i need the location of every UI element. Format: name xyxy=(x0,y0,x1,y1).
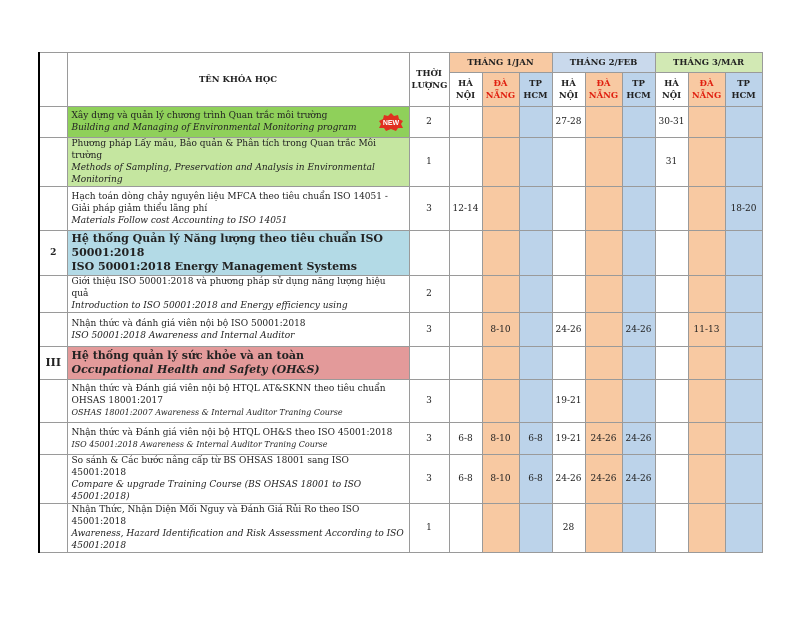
date-cell xyxy=(655,455,688,504)
table-row xyxy=(39,380,762,423)
date-cell: 24-26 xyxy=(585,455,622,504)
date-cell xyxy=(725,504,762,553)
table-row xyxy=(39,138,762,187)
section-title-vi: Hệ thống Quản lý Năng lượng theo tiêu chuẩn ISO 50001:2018 xyxy=(71,232,383,259)
course-name-vi: Nhận Thức, Nhận Diện Mối Nguy và Đánh Giá Rủi Ro theo ISO 45001:2018 xyxy=(71,505,360,527)
date-cell xyxy=(688,187,725,231)
course-name-vi: Hạch toán dòng chảy nguyên liệu MFCA theo tiêu chuẩn ISO 14051 - Giải pháp giảm thiểu lãng phí xyxy=(71,191,388,214)
date-cell xyxy=(519,138,552,187)
date-cell xyxy=(688,380,725,423)
course-cell xyxy=(67,504,409,553)
date-cell: 6-8 xyxy=(519,455,552,504)
section-title xyxy=(67,231,409,276)
city-hcm-header: TP HCM xyxy=(519,73,552,107)
course-cell xyxy=(67,276,409,313)
date-cell xyxy=(482,187,519,231)
date-cell xyxy=(622,380,655,423)
course-name-vi: Nhận thức và Đánh giá viên nội bộ HTQL AT&SKNN theo tiêu chuẩn OHSAS 18001:2017 xyxy=(71,384,386,406)
course-name-vi: Nhận thức và đánh giá viên nội bộ ISO 50001:2018 xyxy=(71,318,306,329)
date-cell: 6-8 xyxy=(449,455,482,504)
date-cell xyxy=(655,380,688,423)
date-cell: 6-8 xyxy=(449,423,482,455)
duration-cell: 1 xyxy=(409,138,449,187)
month-jan-header: THÁNG 1/JAN xyxy=(449,53,552,73)
table-row xyxy=(39,504,762,553)
table-row xyxy=(39,455,762,504)
date-cell xyxy=(622,107,655,138)
date-cell: 24-26 xyxy=(622,455,655,504)
date-cell xyxy=(622,504,655,553)
date-cell xyxy=(655,276,688,313)
date-cell xyxy=(449,313,482,347)
date-cell: 12-14 xyxy=(449,187,482,231)
course-name-vi: So sánh & Các bước nâng cấp từ BS OHSAS 18001 sang ISO 45001:2018 xyxy=(71,456,349,478)
course-name-vi: Nhận thức và Đánh giá viên nội bộ HTQL OH&S theo ISO 45001:2018 xyxy=(71,427,393,438)
duration-cell: 3 xyxy=(409,455,449,504)
date-cell xyxy=(622,187,655,231)
course-name-en: Building and Managing of Environmental Monitoring program xyxy=(71,123,357,133)
course-cell xyxy=(67,455,409,504)
date-cell: 19-21 xyxy=(552,380,585,423)
date-cell: 24-26 xyxy=(622,423,655,455)
svg-text:NEW: NEW xyxy=(382,120,399,127)
table-row xyxy=(39,313,762,347)
date-cell xyxy=(449,107,482,138)
section-row xyxy=(39,231,762,276)
course-name-en: Methods of Sampling, Preservation and Analysis in Environmental Monitoring xyxy=(71,163,375,185)
date-cell xyxy=(655,187,688,231)
city-danang-header: ĐÀ NẴNG xyxy=(482,73,519,107)
course-name-en: ISO 50001:2018 Awareness and Internal Auditor xyxy=(71,330,295,341)
date-cell xyxy=(552,276,585,313)
date-cell: 8-10 xyxy=(482,313,519,347)
course-cell: Nhận thức và Đánh giá viên nội bộ HTQL OH&S theo ISO 45001:2018 ISO 45001:2018 Awareness & Internal Auditor Traning Course NEW xyxy=(67,423,409,455)
date-cell xyxy=(519,276,552,313)
duration-cell: 2 xyxy=(409,107,449,138)
date-cell: 8-10 xyxy=(482,423,519,455)
duration-cell: 3 xyxy=(409,187,449,231)
date-cell xyxy=(449,138,482,187)
month-mar-header: THÁNG 3/MAR xyxy=(655,53,762,73)
date-cell xyxy=(585,138,622,187)
city-hanoi-header: HÀ NỘI xyxy=(552,73,585,107)
date-cell xyxy=(585,276,622,313)
date-cell xyxy=(585,380,622,423)
course-cell xyxy=(67,313,409,347)
date-cell xyxy=(655,423,688,455)
duration-cell: 3 xyxy=(409,423,449,455)
date-cell xyxy=(482,276,519,313)
date-cell: 24-26 xyxy=(585,423,622,455)
date-cell xyxy=(688,138,725,187)
course-name-en: Compare & upgrade Training Course (BS OHSAS 18001 to ISO 45001:2018) xyxy=(71,480,362,502)
date-cell xyxy=(585,187,622,231)
date-cell xyxy=(552,187,585,231)
date-cell xyxy=(449,276,482,313)
date-cell xyxy=(725,107,762,138)
date-cell xyxy=(482,504,519,553)
date-cell xyxy=(585,504,622,553)
city-hcm-header: TP HCM xyxy=(622,73,655,107)
date-cell xyxy=(688,276,725,313)
duration-header: THỜI LƯỢNG xyxy=(409,53,449,107)
date-cell xyxy=(655,504,688,553)
date-cell: 27-28 xyxy=(552,107,585,138)
date-cell: 11-13 xyxy=(688,313,725,347)
date-cell: 18-20 xyxy=(725,187,762,231)
date-cell xyxy=(725,276,762,313)
date-cell xyxy=(655,313,688,347)
date-cell xyxy=(725,313,762,347)
date-cell xyxy=(449,380,482,423)
date-cell: 24-26 xyxy=(622,313,655,347)
section-row xyxy=(39,347,762,380)
course-cell xyxy=(67,107,409,138)
course-name-vi: Phương pháp Lấy mẫu, Bảo quản & Phân tích trong Quan trắc Môi trường xyxy=(71,139,376,161)
date-cell xyxy=(519,380,552,423)
date-cell xyxy=(519,313,552,347)
section-number: III xyxy=(39,347,67,380)
date-cell xyxy=(622,138,655,187)
duration-cell: 2 xyxy=(409,276,449,313)
date-cell xyxy=(688,423,725,455)
date-cell xyxy=(482,380,519,423)
date-cell: 30-31 xyxy=(655,107,688,138)
city-danang-header: ĐÀ NẴNG xyxy=(688,73,725,107)
city-danang-header: ĐÀ NẴNG xyxy=(585,73,622,107)
date-cell xyxy=(585,313,622,347)
course-cell xyxy=(67,187,409,231)
date-cell xyxy=(622,276,655,313)
course-name-en: Materials Follow cost Accounting to ISO 14051 xyxy=(71,215,288,226)
date-cell xyxy=(725,138,762,187)
date-cell xyxy=(482,138,519,187)
city-hcm-header: TP HCM xyxy=(725,73,762,107)
date-cell: 8-10 xyxy=(482,455,519,504)
course-name-en: Introduction to ISO 50001:2018 and Energy efficiency using xyxy=(71,301,348,311)
date-cell xyxy=(725,455,762,504)
city-hanoi-header: HÀ NỘI xyxy=(655,73,688,107)
date-cell: 19-21 xyxy=(552,423,585,455)
date-cell xyxy=(519,504,552,553)
date-cell: 31 xyxy=(655,138,688,187)
training-schedule-table xyxy=(38,52,763,553)
table-row xyxy=(39,423,762,455)
date-cell: 6-8 xyxy=(519,423,552,455)
new-badge-icon xyxy=(377,112,405,132)
course-cell xyxy=(67,138,409,187)
index-header xyxy=(39,53,67,107)
date-cell xyxy=(519,187,552,231)
duration-cell: 1 xyxy=(409,504,449,553)
date-cell: 28 xyxy=(552,504,585,553)
date-cell xyxy=(688,107,725,138)
section-title-vi: Hệ thống quản lý sức khỏe và an toàn xyxy=(71,349,305,362)
month-feb-header: THÁNG 2/FEB xyxy=(552,53,655,73)
date-cell: 24-26 xyxy=(552,455,585,504)
section-title xyxy=(67,347,409,380)
date-cell xyxy=(519,107,552,138)
table-row xyxy=(39,187,762,231)
section-number: 2 xyxy=(39,231,67,276)
table-row xyxy=(39,276,762,313)
course-name-en: Awareness, Hazard Identification and Risk Assessment According to ISO 45001:2018 xyxy=(71,529,404,551)
table-row xyxy=(39,107,762,138)
course-name-header: TÊN KHÓA HỌC xyxy=(67,53,409,107)
section-title-en: Occupational Health and Safety (OH&S) xyxy=(71,363,320,376)
duration-cell: 3 xyxy=(409,313,449,347)
date-cell xyxy=(725,423,762,455)
date-cell xyxy=(482,107,519,138)
course-name-vi: Xây dựng và quản lý chương trình Quan trắc môi trường xyxy=(71,111,328,121)
date-cell: 24-26 xyxy=(552,313,585,347)
date-cell xyxy=(688,455,725,504)
course-name-vi: Giới thiệu ISO 50001:2018 và phương pháp sử dụng năng lượng hiệu quả xyxy=(71,277,386,299)
city-hanoi-header: HÀ NỘI xyxy=(449,73,482,107)
date-cell xyxy=(688,504,725,553)
date-cell xyxy=(585,107,622,138)
section-title-en: ISO 50001:2018 Energy Management Systems xyxy=(71,260,357,273)
course-cell xyxy=(67,380,409,423)
date-cell xyxy=(449,504,482,553)
course-name-en: ISO 45001:2018 Awareness & Internal Auditor Traning Course xyxy=(71,439,328,449)
date-cell xyxy=(552,138,585,187)
course-name-en: OSHAS 18001:2007 Awareness & Internal Auditor Traning Course xyxy=(71,408,343,417)
duration-cell: 3 xyxy=(409,380,449,423)
date-cell xyxy=(725,380,762,423)
